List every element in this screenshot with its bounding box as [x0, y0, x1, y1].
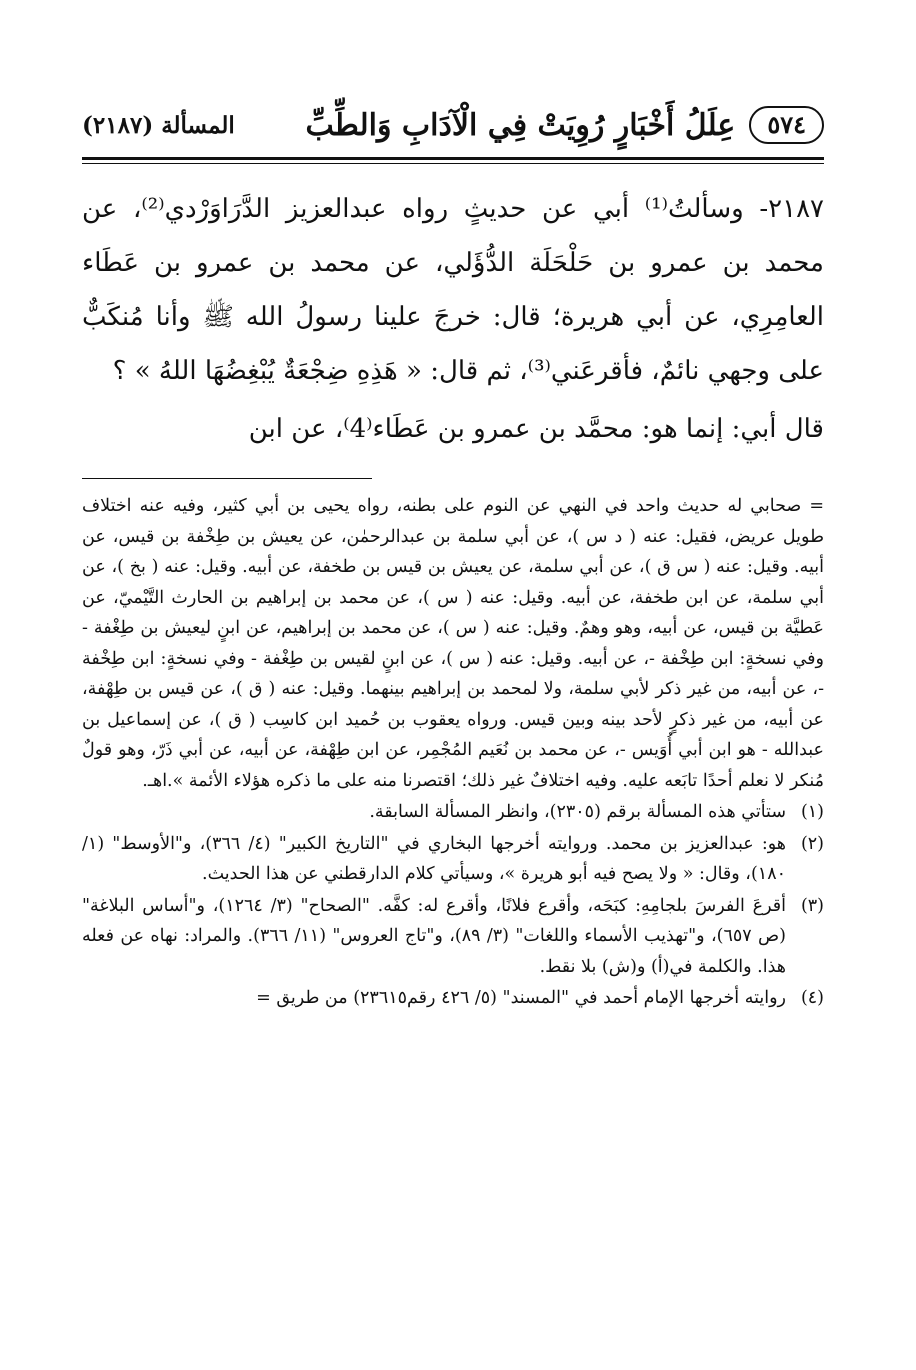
page-number: ٥٧٤ [749, 106, 824, 144]
footnote-text: أقرعَ الفرسَ بلجامِهِ: كبَحَه، وأقرع فلانًا، وأقرع له: كفَّه. "الصحاح" (٣/ ١٢٦٤)، و"أساس البلاغة" (ص ٦٥٧)، و"تهذيب الأسماء واللغات" (٣/ ٨٩)، و"تاج العروس" (١١/ ٣٦٦). والمراد: نهاه عن فعله هذا. والكلمة في(أ) و(ش) بلا نقط. [82, 895, 787, 977]
question-paragraph: ٢١٨٧- وسألتُ⁽¹⁾ أبي عن حديثٍ رواه عبدالعزيز الدَّرَاوَرْدي⁽²⁾، عن محمد بن عمرو بن حَلْحَلَة الدُّؤَلي، عن محمد بن عمرو بن عَطَاء العامِرِي، عن أبي هريرة؛ قال: خرجَ علينا رسولُ الله ﷺ وأنا مُنكَبٌّ على وجهي نائمٌ، فأقرعَني⁽³⁾، ثم قال: « هَذِهِ ضِجْعَةٌ يُبْغِضُهَا اللهُ » ؟ [82, 194, 824, 386]
header-title-group [305, 106, 824, 144]
footnote-number: (٢) [800, 833, 824, 854]
main-text [82, 182, 824, 456]
footnote [82, 797, 824, 828]
book-title: عِلَلُ أَخْبَارٍ رُوِيَتْ فِي الْآدَابِ وَالطِّبِّ [305, 107, 736, 143]
footnote-text: روايته أخرجها الإمام أحمد في "المسند" (٥/ ٤٢٦ رقم٢٣٦١٥) من طريق = [256, 988, 786, 1008]
footnote-separator [82, 478, 372, 479]
answer-paragraph: قال أبي: إنما هو: محمَّد بن عمرو بن عَطَاء⁽4⁾، عن ابن [248, 414, 824, 444]
footnote-number: (١) [800, 802, 824, 822]
footnote-text: ستأتي هذه المسألة برقم (٢٣٠٥)، وانظر المسألة السابقة. [369, 802, 786, 822]
header-rule-thin [82, 163, 824, 164]
footnote-number: (٤) [800, 988, 824, 1008]
footnote [82, 829, 824, 890]
page [82, 95, 824, 1014]
footnote [82, 983, 824, 1014]
footnotes [82, 491, 824, 1014]
issue-label: المسألة (٢١٨٧) [82, 111, 235, 139]
footnote-text: هو: عبدالعزيز بن محمد. وروايته أخرجها البخاري في "التاريخ الكبير" (٤/ ٣٦٦)، و"الأوسط" (١/ ١٨٠)، وقال: « ولا يصح فيه أبو هريرة »، وسيأتي كلام الدارقطني عن هذا الحديث. [82, 833, 787, 884]
footnote [82, 891, 824, 983]
running-header [82, 95, 824, 155]
footnote-continuation: = صحابي له حديث واحد في النهي عن النوم على بطنه، رواه يحيى بن أبي كثير، وفيه عنه اختلاف طويل عريض، فقيل: عنه ( د س )، عن أبي سلمة بن عبدالرحمٰن، عن يعيش بن طِخْفة بن قيس، عن أبيه. وقيل: عنه ( س ق )، عن أبي سلمة، عن يعيش بن قيس بن طخفة، عن أبيه. وقيل: عنه ( بخ )، عن أبي سلمة، عن ابن طخفة، عن أبيه. وقيل: عنه ( س )، عن محمد بن إبراهيم بن الحارث التَّيْميّ، عن عَطيَّة بن قيس، عن أبيه، وهو وهمٌ. وقيل: عنه ( س )، عن محمد بن إبراهيم، عن ابنٍ ليعيش بن طِغْفة - وفي نسخةٍ: ابن طِخْفة -، عن أبيه. وقيل: عنه ( س )، عن ابنٍ لقيس بن طِغْفة - وفي نسخةٍ: ابن طِخْفة -، عن أبيه، من غير ذكر لأبي سلمة، ولا لمحمد بن إبراهيم بينهما. وقيل: عنه ( ق )، عن قيس بن طِهْفة، عن أبيه، من غير ذكرٍ لأحد بينه وبين قيس. ورواه يعقوب بن حُميد ابن كاسِب ( ق )، عن إسماعيل بن عبدالله - هو ابن أبي أُوَيس -، عن محمد بن نُعَيم المُجْمِر، عن ابن طِهْفة، عن أبيه، عن أبي ذَرّ، وهو قولٌ مُنكر لا نعلم أحدًا تابَعه عليه. وفيه اختلافٌ غير ذلك؛ اقتصرنا منه على ما ذكره هؤلاء الأئمة ».اهـ. [82, 496, 824, 791]
header-rule-thick [82, 157, 824, 160]
footnote-number: (٣) [800, 895, 824, 916]
